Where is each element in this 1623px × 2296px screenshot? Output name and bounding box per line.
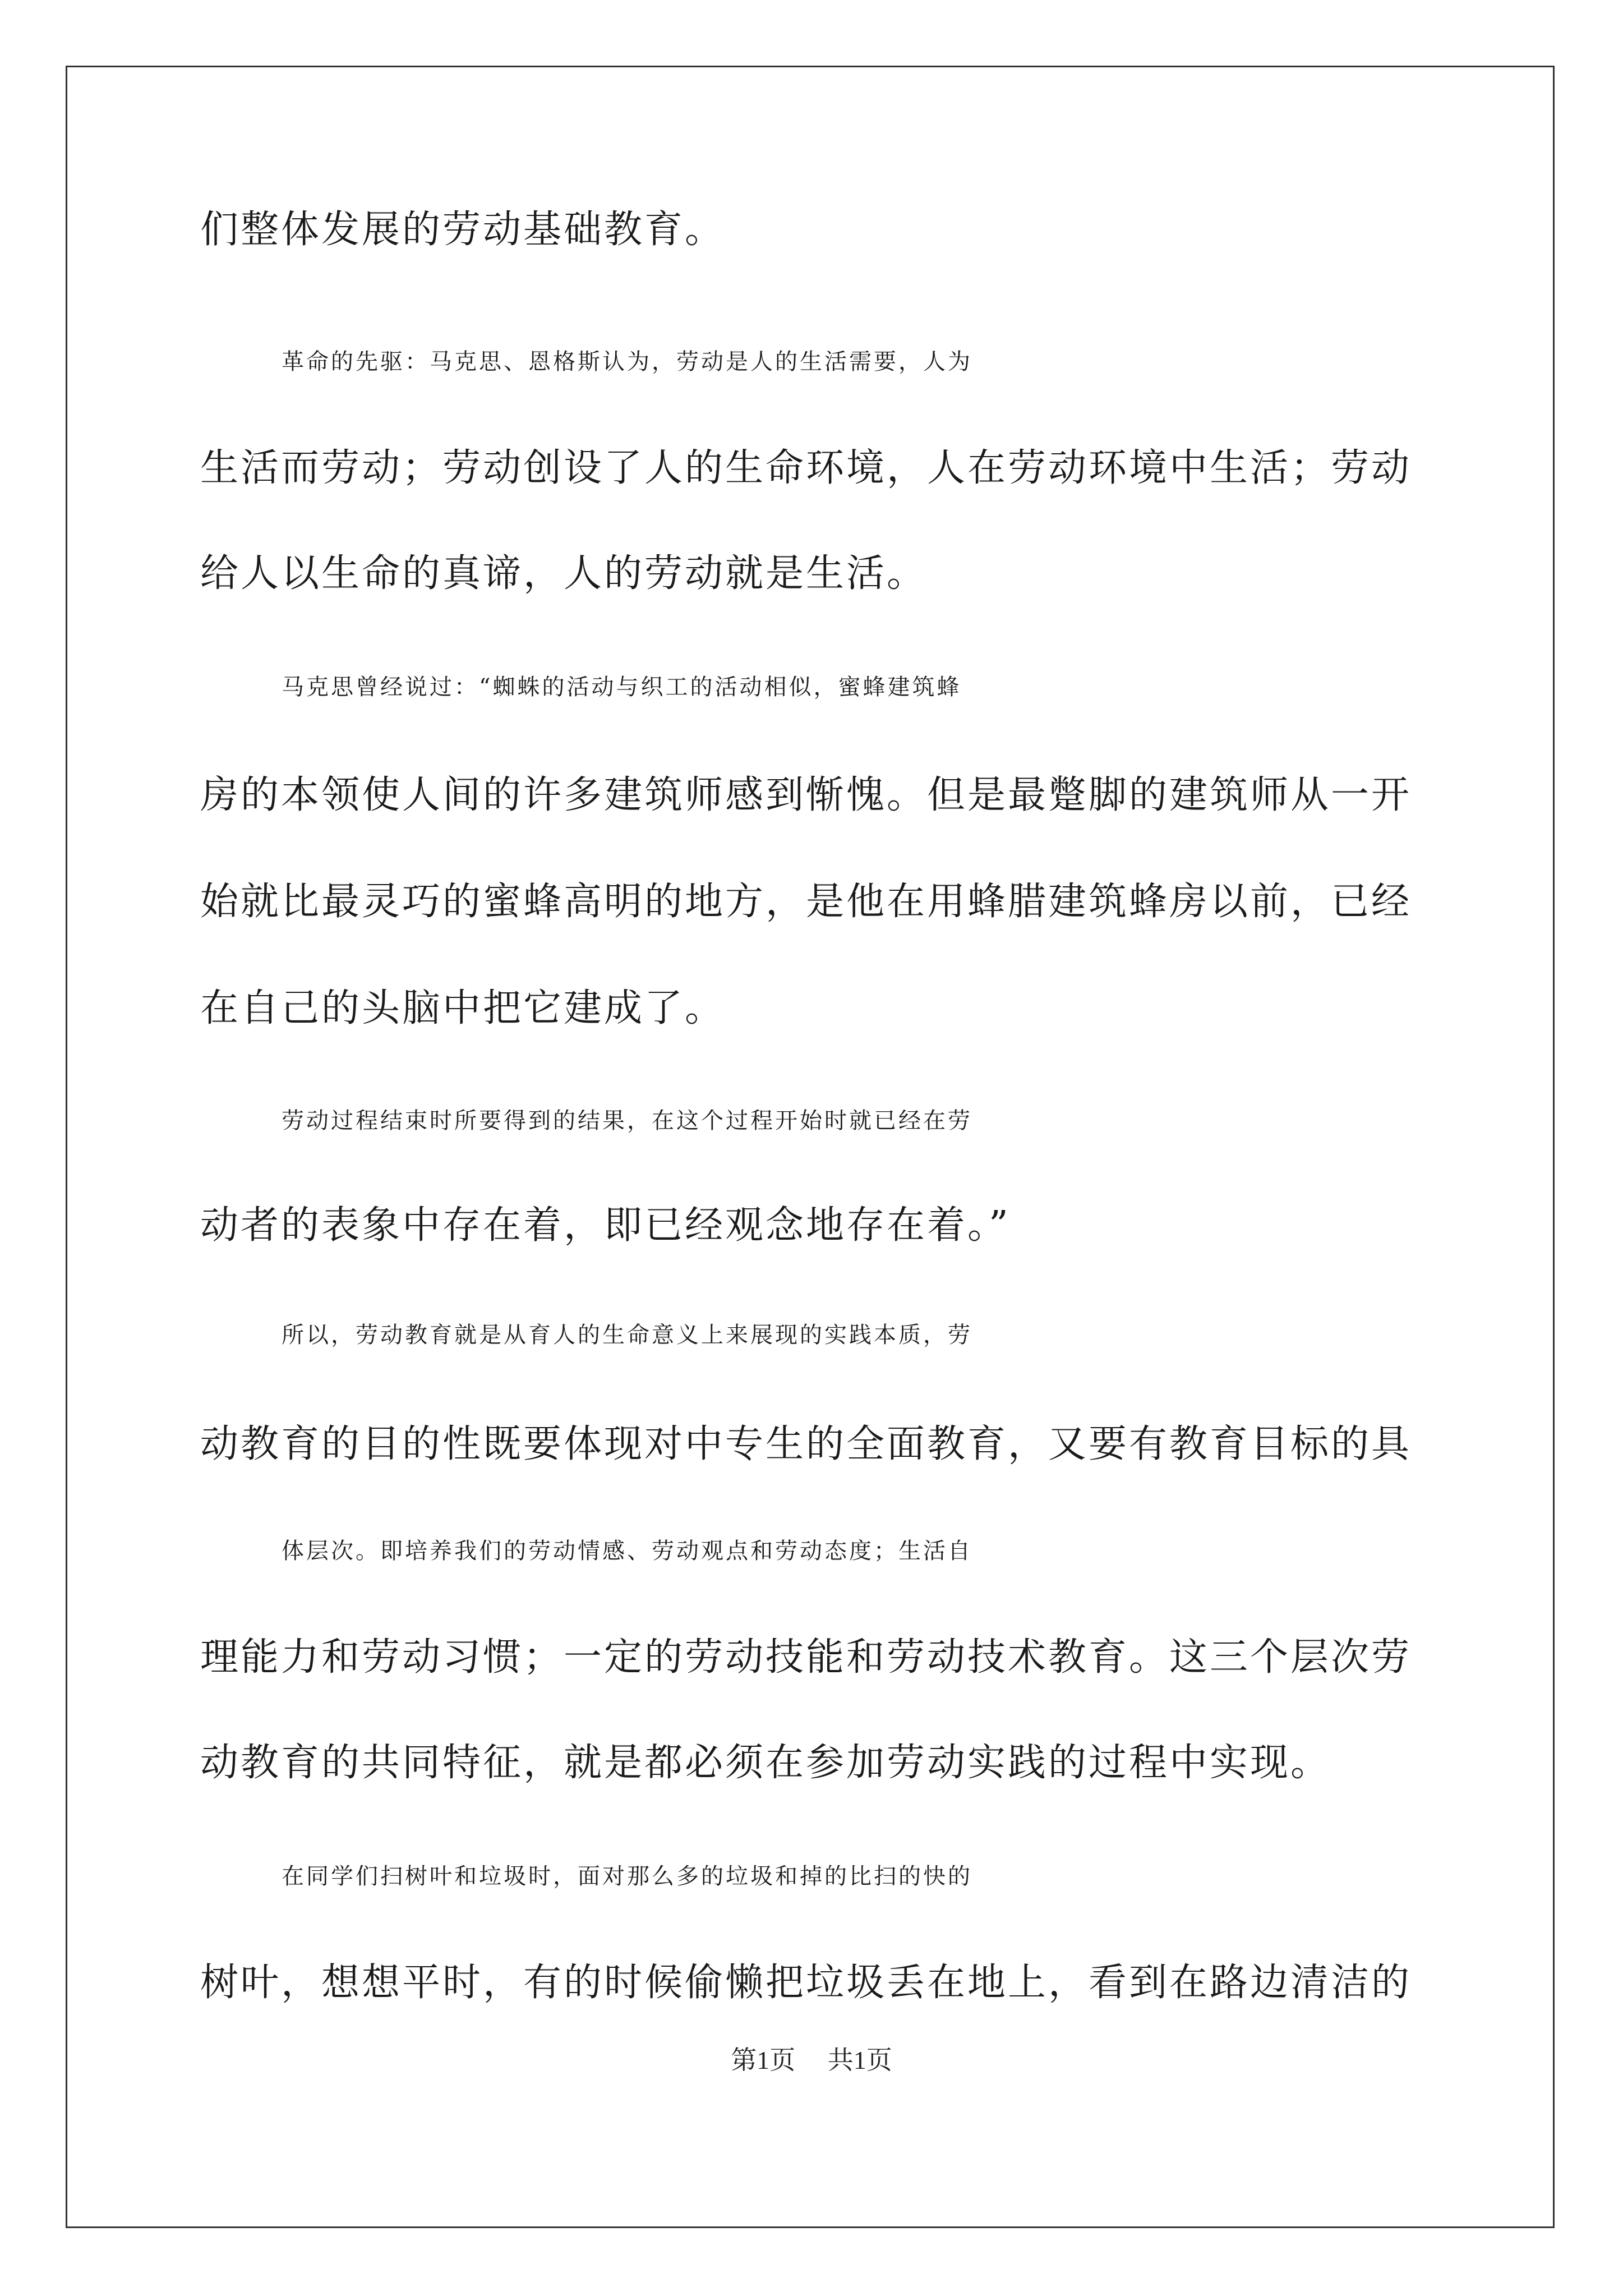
page-total: 共1页 (827, 2046, 892, 2074)
text-line: 动教育的目的性既要体现对中专生的全面教育，又要有教育目标的具 (200, 1422, 1412, 1466)
text-line: 动者的表象中存在着，即已经观念地存在着。” (200, 1203, 1011, 1248)
text-line: 们整体发展的劳动基础教育。 (200, 208, 726, 252)
text-line: 动教育的共同特征，就是都必须在参加劳动实践的过程中实现。 (200, 1741, 1331, 1785)
text-line: 所以，劳动教育就是从育人的生命意义上来展现的实践本质，劳 (282, 1322, 972, 1348)
text-line: 马克思曾经说过：“蜘蛛的活动与织工的活动相似，蜜蜂建筑蜂 (282, 674, 962, 700)
text-line: 房的本领使人间的许多建筑师感到惭愧。但是最蹩脚的建筑师从一开 (200, 773, 1412, 817)
text-line: 给人以生命的真谛，人的劳动就是生活。 (200, 551, 928, 596)
text-line: 理能力和劳动习惯；一定的劳动技能和劳动技术教育。这三个层次劳 (200, 1635, 1412, 1680)
text-line: 始就比最灵巧的蜜蜂高明的地方，是他在用蜂腊建筑蜂房以前，已经 (200, 880, 1412, 924)
text-line: 生活而劳动；劳动创设了人的生命环境，人在劳动环境中生活；劳动 (200, 446, 1412, 490)
page-footer (0, 2044, 1623, 2077)
text-line: 在自己的头脑中把它建成了。 (200, 986, 726, 1030)
page-number: 第1页 (731, 2046, 796, 2074)
text-line: 体层次。即培养我们的劳动情感、劳动观点和劳动态度；生活自 (282, 1538, 972, 1564)
text-line: 劳动过程结束时所要得到的结果，在这个过程开始时就已经在劳 (282, 1108, 972, 1134)
text-line: 树叶，想想平时，有的时候偷懒把垃圾丢在地上，看到在路边清洁的 (200, 1961, 1412, 2005)
text-line: 在同学们扫树叶和垃圾时，面对那么多的垃圾和掉的比扫的快的 (282, 1864, 972, 1889)
text-line: 革命的先驱：马克思、恩格斯认为，劳动是人的生活需要，人为 (282, 349, 972, 375)
